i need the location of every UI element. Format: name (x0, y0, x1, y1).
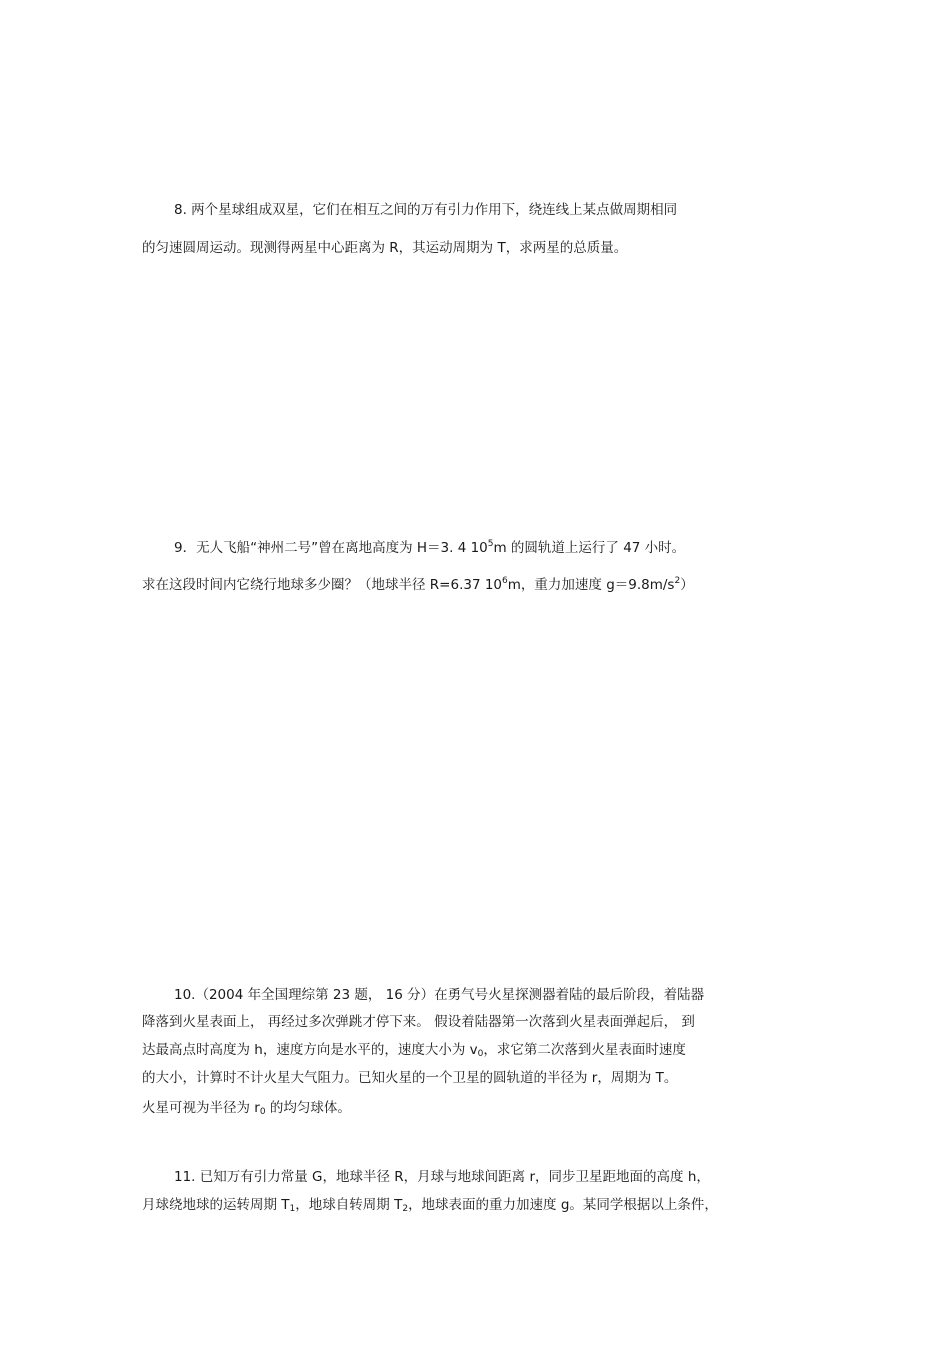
q8-line-2: 的匀速圆周运动。现测得两星中心距离为 R，其运动周期为 T，求两星的总质量。 (142, 240, 628, 256)
q11-text: 月球绕地球的运转周期 T (142, 1197, 290, 1213)
subscript: 0 (259, 1107, 266, 1117)
exponent: 2 (674, 576, 681, 586)
subscript: 0 (477, 1049, 484, 1059)
q9-text: m 的圆轨道上运行了 47 小时。 (493, 540, 686, 556)
q11-text: ，地球表面的重力加速度 g。某同学根据以上条件， (408, 1197, 718, 1213)
q10-line-5 (142, 1099, 351, 1117)
q10-line-4: 的大小，计算时不计火星大气阻力。已知火星的一个卫星的圆轨道的半径为 r，周期为 T。 (142, 1070, 678, 1086)
q10-line-3 (142, 1041, 686, 1059)
q10-line-1: 10.（2004 年全国理综第 23 题， 16 分）在勇气号火星探测器着陆的最后阶段，着陆器 (174, 987, 705, 1003)
q11-line-2 (142, 1196, 718, 1214)
q9-line-2 (142, 576, 694, 594)
exponent: 5 (487, 539, 494, 549)
q9-line-1 (174, 539, 685, 557)
q10-line-2: 降落到火星表面上， 再经过多次弹跳才停下来。 假设着陆器第一次落到火星表面弹起后， 到 (142, 1014, 695, 1030)
q10-text: ，求它第二次落到火星表面时速度 (483, 1042, 686, 1058)
q9-text: 9．无人飞船“神州二号”曾在离地高度为 H＝3. 4 10 (174, 540, 488, 556)
q9-text: 求在这段时间内它绕行地球多少圈？（地球半径 R=6.37 10 (142, 577, 503, 593)
q9-text: m，重力加速度 g＝9.8m/s (507, 577, 675, 593)
q10-text: 的均匀球体。 (265, 1100, 351, 1116)
q10-text: 达最高点时高度为 h，速度方向是水平的，速度大小为 v (142, 1042, 478, 1058)
q10-text: 火星可视为半径为 r (142, 1100, 260, 1116)
subscript: 1 (289, 1204, 296, 1214)
exponent: 6 (502, 576, 508, 586)
q11-line-1: 11. 已知万有引力常量 G，地球半径 R，月球与地球间距离 r，同步卫星距地面的高度 h， (174, 1169, 710, 1185)
q8-line-1: 8. 两个星球组成双星，它们在相互之间的万有引力作用下，绕连线上某点做周期相同 (174, 202, 678, 218)
q9-text: ） (680, 577, 694, 593)
q11-text: ，地球自转周期 T (295, 1197, 403, 1213)
subscript: 2 (402, 1204, 409, 1214)
